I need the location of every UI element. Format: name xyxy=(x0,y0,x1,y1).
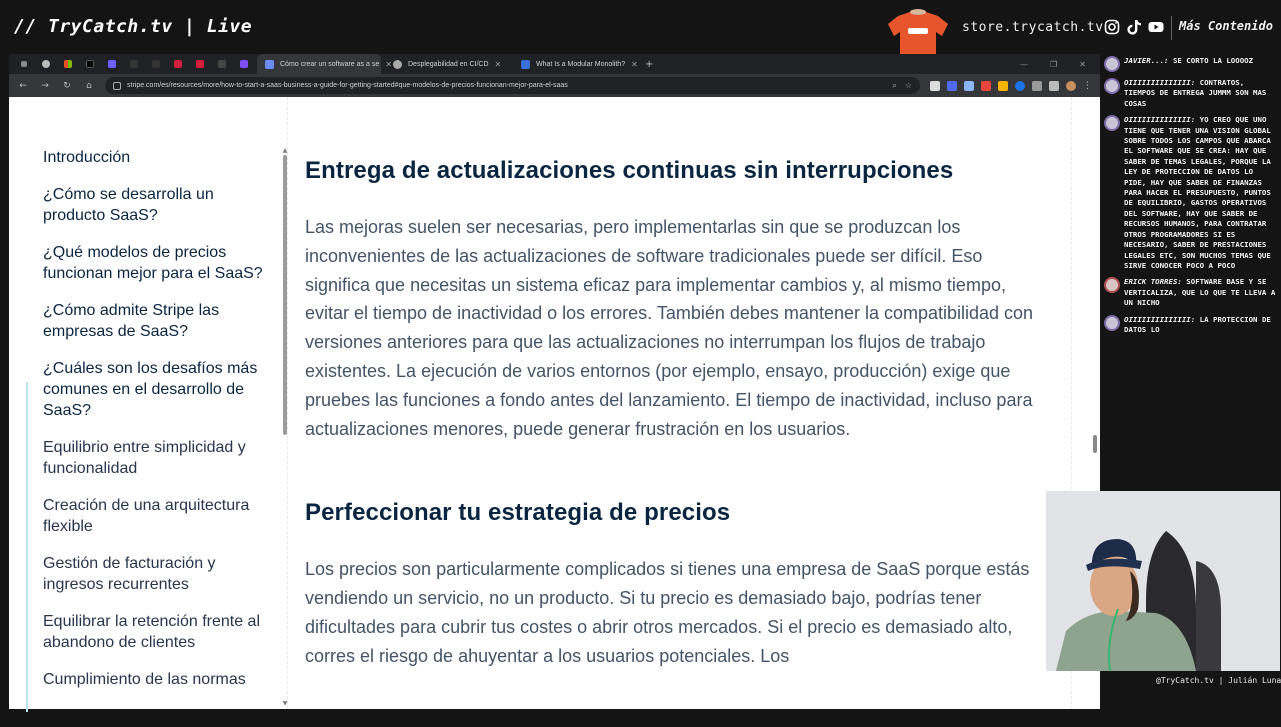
url-text: stripe.com/es/resources/more/how-to-start-a-saas-business-a-guide-for-getting-started#que-modelos-de-precios-funcionan-mejor-para-el-saas xyxy=(127,82,568,89)
close-icon[interactable]: ✕ xyxy=(494,59,502,69)
section-paragraph: Los precios son particularmente complicados si tienes una empresa de SaaS porque estás vendiendo un servicio, no un producto. Si tu precio es demasiado bajo, podrías tener dificultades para cubrir tus costes o abrir otros mercados. Si el precio es demasiado alto, corres el riesgo de ahuyentar a los usuarios potenciales. Los xyxy=(305,559,1030,666)
chat-text xyxy=(1124,56,1253,72)
chat-user: ERICK TORRES: xyxy=(1124,277,1182,287)
browser-toolbar xyxy=(9,74,1100,97)
chat-text xyxy=(1124,315,1276,336)
pinned-tab-icon[interactable] xyxy=(235,57,253,71)
tab-label: What Is a Modular Monolith? xyxy=(536,60,626,68)
chat-message xyxy=(1104,315,1276,336)
lock-icon[interactable] xyxy=(113,82,121,90)
chat-body: SOFTWARE BASE Y SE VERTICALIZA, QUE LO QUE TE LLEVA A UN NICHO xyxy=(1124,277,1276,308)
tab-label: Cómo crear un software as a se xyxy=(280,60,380,68)
avatar xyxy=(1104,277,1120,293)
forward-icon[interactable]: → xyxy=(41,80,49,91)
stream-header xyxy=(0,0,1280,54)
tab-bar xyxy=(9,54,1100,74)
webcam-feed xyxy=(1046,491,1280,671)
chat-user: OIIIIIIIIIIIIII: xyxy=(1124,78,1196,87)
extension-icon[interactable] xyxy=(1032,81,1042,91)
instagram-icon[interactable] xyxy=(1104,19,1120,35)
toc-item-stripe[interactable]: ¿Cómo admite Stripe las empresas de SaaS? xyxy=(43,302,220,340)
youtube-icon[interactable] xyxy=(1148,19,1164,35)
scroll-down-icon[interactable]: ▼ xyxy=(282,700,288,707)
header-divider xyxy=(1171,16,1172,40)
home-icon[interactable]: ⌂ xyxy=(86,80,92,91)
site-favicon-icon xyxy=(393,60,402,69)
chat-user: OIIIIIIIIIIIIII: xyxy=(1124,314,1196,324)
pinned-tab-icon[interactable] xyxy=(59,57,77,71)
section-paragraph: Las mejoras suelen ser necesarias, pero implementarlas sin que se produzcan los inconvenientes de las actualizaciones de software tradicionales puede ser difícil. Eso significa que necesitas un sistema eficaz para implementar cambios y, al mismo tiempo, evitar el tiempo de inactividad o los errores. También debes mantener la compatibilidad con versiones anteriores para que las actualizaciones no interrumpan los flujos de trabajo existentes. La ejecución de varios entornos (por ejemplo, ensayo, producción) exige que pruebes las funciones a fondo antes del lanzamiento. El tiempo de inactividad, incluso para actualizaciones menores, puede generar frustración en los usuarios. xyxy=(305,217,1034,439)
chat-message xyxy=(1104,78,1276,109)
extension-icons xyxy=(930,81,1092,91)
section-heading: Entrega de actualizaciones continuas sin interrupciones xyxy=(305,157,954,184)
toc-item-introduccion[interactable]: Introducción xyxy=(43,149,131,166)
menu-icon[interactable]: ⋮ xyxy=(1083,80,1092,91)
pinned-tab-icon[interactable] xyxy=(125,57,143,71)
omnibox-actions xyxy=(892,81,912,91)
extension-icon[interactable] xyxy=(930,81,940,91)
webcam-credit: @TryCatch.tv | Julián Luna xyxy=(1152,672,1280,690)
chat-text xyxy=(1124,115,1276,271)
avatar xyxy=(1104,78,1120,94)
stream-brand: // TryCatch.tv | Live xyxy=(14,16,253,37)
streamer-image xyxy=(1046,491,1280,671)
chat-text xyxy=(1124,78,1276,109)
chat-user: JAVIER...: xyxy=(1124,56,1169,65)
tab-active[interactable] xyxy=(257,54,392,74)
pinned-tab-icon[interactable] xyxy=(191,57,209,71)
tab-search-icon[interactable] xyxy=(15,57,33,71)
tshirt-image xyxy=(884,10,952,54)
extension-icon[interactable] xyxy=(1015,81,1025,91)
chat-message xyxy=(1104,56,1276,72)
store-link[interactable]: store.trycatch.tv xyxy=(962,20,1104,35)
pinned-tab-icon[interactable] xyxy=(81,57,99,71)
toc-item-facturacion[interactable]: Gestión de facturación y ingresos recurrentes xyxy=(43,555,216,593)
chat-body: YO CREO QUE UNO TIENE QUE TENER UNA VISION GLOBAL SOBRE TODOS LOS CAMPOS QUE ABARCA EL SOFTWARE QUE SE CREA: HAY QUE SABER DE TEMAS LEGALES, PORQUE LA LEY DE PROTECCION DE DATOS LO PIDE, HAY QUE SABER DE FINANZAS PARA HACER EL PRESUPUESTO, PUNTOS DE EQUILIBRIO, GASTOS OPERATIVOS DEL SOFTWARE, HAY QUE SABER DE RECURSOS HUMANOS, PARA CONTRATAR OTROS PROGRAMADORES SI ES NECESARIO, SABER DE PRESTACIONES LEGALES ETC, SON MUCHOS TEMAS QUE SIRVE CONOCER POCO A POCO xyxy=(1124,115,1271,270)
avatar xyxy=(1104,315,1120,331)
chat-body: CONTRATOS, TIEMPOS DE ENTREGA JUMMM SON MAS COSAS xyxy=(1124,78,1267,108)
back-icon[interactable]: ← xyxy=(19,80,27,91)
tiktok-icon[interactable] xyxy=(1126,19,1142,35)
scroll-up-icon[interactable]: ▲ xyxy=(282,147,288,154)
tab[interactable] xyxy=(513,54,637,74)
chat-text xyxy=(1124,277,1276,308)
section-heading: Perfeccionar tu estrategia de precios xyxy=(305,499,731,527)
toc-item-desarrollo[interactable]: ¿Cómo se desarrolla un producto SaaS? xyxy=(43,186,214,224)
pinned-tab-icon[interactable] xyxy=(169,57,187,71)
social-icons xyxy=(1104,19,1164,35)
close-icon[interactable]: ✕ xyxy=(385,59,392,69)
toc-scroll-thumb[interactable] xyxy=(283,155,287,435)
toc-item-desafios[interactable]: ¿Cuáles son los desafíos más comunes en el desarrollo de SaaS? xyxy=(43,360,258,419)
extension-icon[interactable] xyxy=(1049,81,1059,91)
window-controls xyxy=(1020,60,1100,69)
avatar xyxy=(1104,56,1120,72)
more-content-link[interactable]: Más Contenido xyxy=(1179,19,1273,33)
tab-label: Desplegabilidad en CI/CD xyxy=(408,60,489,68)
toc-active-rail xyxy=(26,382,28,712)
extension-icon[interactable] xyxy=(964,81,974,91)
close-icon[interactable]: ✕ xyxy=(631,59,638,69)
toc-item-cumplimiento[interactable]: Cumplimiento de las normas xyxy=(43,671,246,688)
chat-body: SE CORTO LA LOOOOZ xyxy=(1168,56,1254,65)
table-of-contents xyxy=(43,147,275,706)
article-body xyxy=(305,157,1045,727)
tab[interactable] xyxy=(385,54,509,74)
restore-icon[interactable]: ❐ xyxy=(1050,59,1058,69)
toc-item-equilibrio[interactable]: Equilibrio entre simplicidad y funcionalidad xyxy=(43,439,246,477)
web-page xyxy=(9,97,1100,709)
toc-item-arquitectura[interactable]: Creación de una arquitectura flexible xyxy=(43,497,250,535)
avatar xyxy=(1104,115,1120,131)
pinned-tab-icon[interactable] xyxy=(213,57,231,71)
stripe-favicon-icon xyxy=(265,60,274,69)
chat-message xyxy=(1104,277,1276,308)
chat-message xyxy=(1104,115,1276,271)
live-chat xyxy=(1100,54,1280,494)
pinned-tab-icon[interactable] xyxy=(103,57,121,71)
reload-icon[interactable]: ↻ xyxy=(63,80,71,91)
extension-icon[interactable] xyxy=(981,81,991,91)
page-scroll-thumb[interactable] xyxy=(1093,435,1097,453)
search-icon[interactable]: ⌕ xyxy=(892,80,897,90)
close-window-icon[interactable]: ✕ xyxy=(1079,59,1086,69)
site-favicon-icon xyxy=(521,60,530,69)
address-bar[interactable] xyxy=(105,77,920,94)
browser-window xyxy=(9,54,1100,709)
toc-scrollbar[interactable] xyxy=(282,147,288,707)
minimize-icon[interactable]: — xyxy=(1020,59,1029,69)
star-icon[interactable]: ☆ xyxy=(904,80,912,90)
toc-item-retencion[interactable]: Equilibrar la retención frente al abandono de clientes xyxy=(43,613,261,651)
profile-avatar[interactable] xyxy=(1066,81,1076,91)
extension-icon[interactable] xyxy=(998,81,1008,91)
pinned-tab-icon[interactable] xyxy=(37,57,55,71)
new-tab-icon[interactable]: + xyxy=(645,58,654,70)
pinned-tab-icon[interactable] xyxy=(147,57,165,71)
chat-user: OIIIIIIIIIIIIII: xyxy=(1124,115,1196,125)
chat-body: LA PROTECCION DE DATOS LO xyxy=(1124,314,1271,334)
extension-icon[interactable] xyxy=(947,81,957,91)
toc-item-precios[interactable]: ¿Qué modelos de precios funcionan mejor para el SaaS? xyxy=(43,244,263,282)
